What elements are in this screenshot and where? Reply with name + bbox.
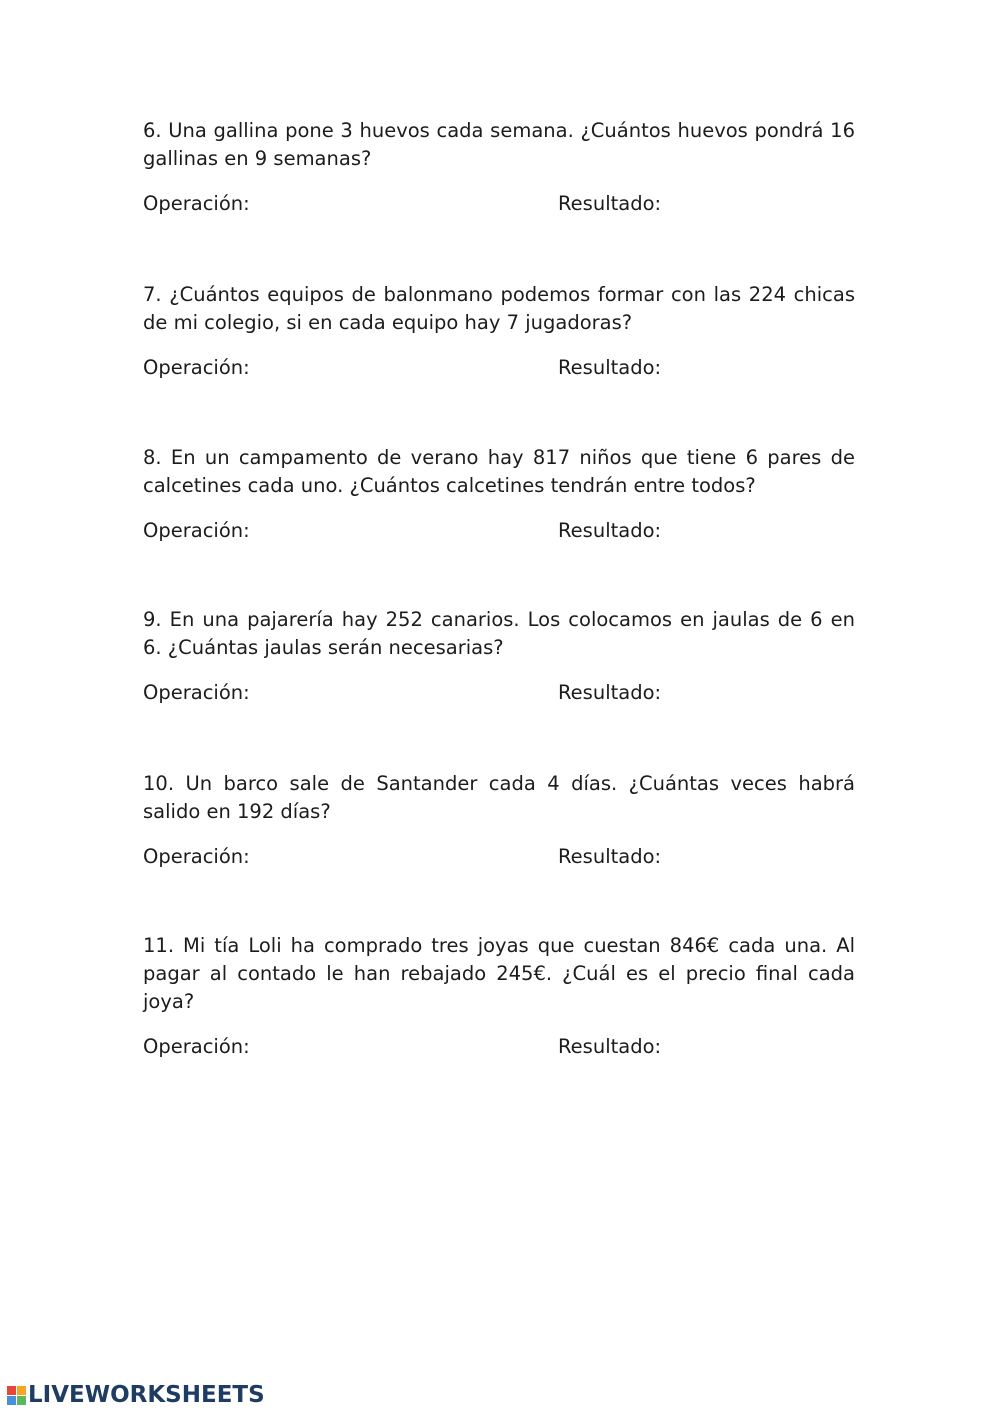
liveworksheets-logo-icon	[7, 1386, 26, 1405]
operation-label: Operación:	[143, 681, 250, 704]
result-label: Resultado:	[558, 681, 662, 704]
result-label: Resultado:	[558, 845, 662, 868]
problem-11	[143, 932, 855, 1061]
logo-text: LIVEWORKSHEETS	[28, 1382, 265, 1408]
operation-label: Operación:	[143, 1035, 250, 1058]
answer-row	[143, 1033, 855, 1061]
problem-question: 8. En un campamento de verano hay 817 niños que tiene 6 pares de calcetines cada uno. ¿Cuántos calcetines tendrán entre todos?	[143, 446, 855, 497]
answer-row	[143, 679, 855, 707]
logo-tile	[17, 1386, 26, 1395]
logo-tile	[7, 1396, 16, 1405]
problem-question: 10. Un barco sale de Santander cada 4 días. ¿Cuántas veces habrá salido en 192 días?	[143, 772, 855, 823]
logo-tile	[7, 1386, 16, 1395]
operation-label: Operación:	[143, 192, 250, 215]
problem-question: 11. Mi tía Loli ha comprado tres joyas que cuestan 846€ cada una. Al pagar al contado le han rebajado 245€. ¿Cuál es el precio final cada joya?	[143, 934, 855, 1013]
problem-8	[143, 444, 855, 545]
problem-9	[143, 606, 855, 707]
problem-question: 6. Una gallina pone 3 huevos cada semana. ¿Cuántos huevos pondrá 16 gallinas en 9 semanas?	[143, 119, 855, 170]
operation-label: Operación:	[143, 845, 250, 868]
result-label: Resultado:	[558, 356, 662, 379]
result-label: Resultado:	[558, 192, 662, 215]
problem-7	[143, 281, 855, 382]
operation-label: Operación:	[143, 356, 250, 379]
problem-question: 9. En una pajarería hay 252 canarios. Los colocamos en jaulas de 6 en 6. ¿Cuántas jaulas serán necesarias?	[143, 608, 855, 659]
logo-tile	[17, 1396, 26, 1405]
operation-label: Operación:	[143, 519, 250, 542]
problem-10	[143, 770, 855, 871]
answer-row	[143, 517, 855, 545]
answer-row	[143, 354, 855, 382]
result-label: Resultado:	[558, 1035, 662, 1058]
footer-logo	[7, 1381, 265, 1409]
answer-row	[143, 190, 855, 218]
problem-6	[143, 117, 855, 218]
problem-question: 7. ¿Cuántos equipos de balonmano podemos formar con las 224 chicas de mi colegio, si en cada equipo hay 7 jugadoras?	[143, 283, 855, 334]
answer-row	[143, 843, 855, 871]
result-label: Resultado:	[558, 519, 662, 542]
